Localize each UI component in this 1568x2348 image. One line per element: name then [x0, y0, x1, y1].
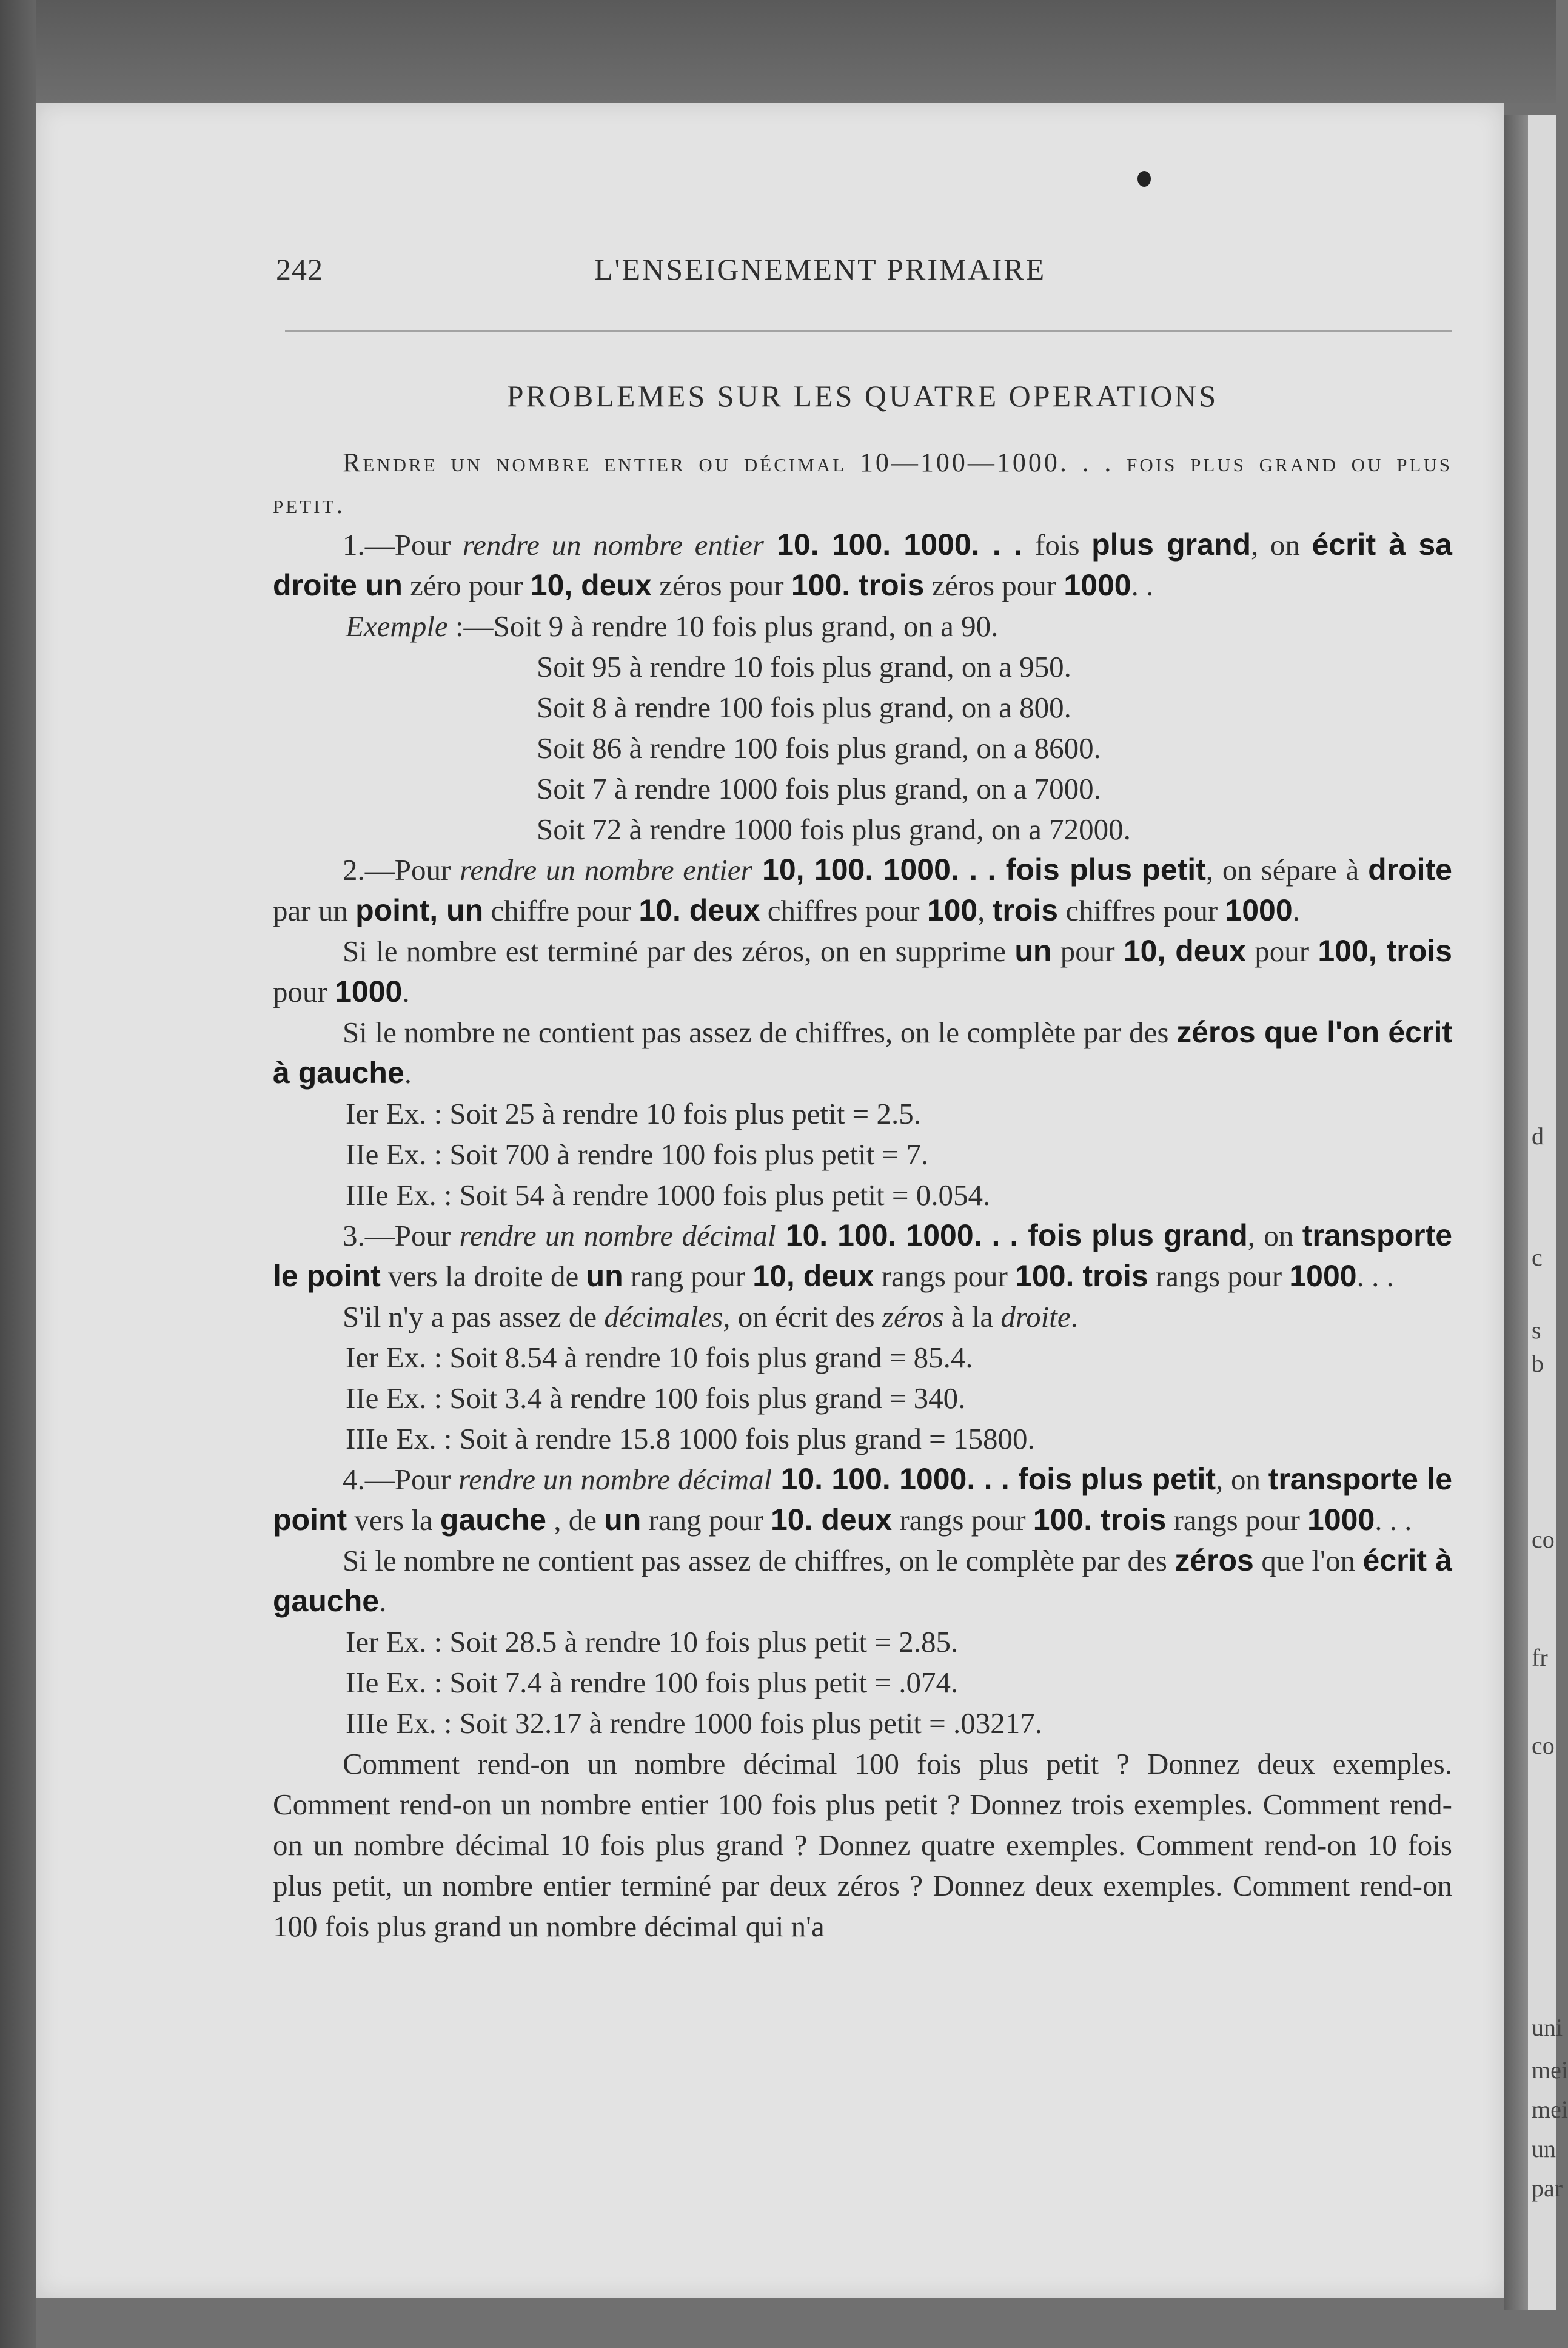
text: zéro pour [402, 569, 531, 602]
text: chiffres pour [760, 894, 927, 927]
text: , de [546, 1503, 605, 1537]
bold-text: un [1014, 934, 1052, 968]
text: . . [1131, 569, 1154, 602]
facing-page-fragment: fr [1532, 1644, 1548, 1671]
example-line: IIe Ex. : Soit 700 à rendre 100 fois plus petit = 7. [346, 1138, 929, 1171]
bold-text: écrit à gauche [273, 1543, 1452, 1618]
bold-text: 100. trois [1015, 1259, 1148, 1293]
bold-text: 10, deux [530, 568, 652, 602]
example-line: Soit 8 à rendre 100 fois plus grand, on a 800. [537, 691, 1071, 724]
book-gutter [1504, 115, 1528, 2310]
facing-page-fragment: par [1532, 2175, 1563, 2202]
text: . [402, 975, 410, 1008]
text: . . . [1375, 1503, 1412, 1537]
facing-page-fragment: c [1532, 1244, 1543, 1271]
bold-text: 100. trois [1033, 1503, 1167, 1537]
text: , on [1251, 528, 1312, 562]
emphasis: rendre un nombre décimal [458, 1463, 772, 1496]
rule-2-complete [273, 1012, 1452, 1093]
page-header [236, 252, 1443, 288]
rule-3 [273, 1215, 1452, 1296]
rule-4-complete [273, 1540, 1452, 1622]
bold-text: un [604, 1503, 642, 1537]
text: Si le nombre ne contient pas assez de chiffres, on le complète par des [343, 1016, 1177, 1049]
text: pour [273, 975, 335, 1008]
example-line: Soit 72 à rendre 1000 fois plus grand, on a 72000. [537, 813, 1131, 846]
bold-text: transporte le point [273, 1218, 1452, 1293]
text: , on [1247, 1219, 1302, 1252]
page-body [273, 376, 1452, 1947]
example-line: Ier Ex. : Soit 28.5 à rendre 10 fois plus petit = 2.85. [346, 1625, 959, 1659]
example-line: IIe Ex. : Soit 7.4 à rendre 100 fois plus petit = .074. [346, 1666, 959, 1699]
facing-page-fragment: mei [1532, 2056, 1568, 2084]
example-text: Soit 9 à rendre 10 fois plus grand, on a 90. [493, 609, 999, 643]
text: , on sépare à [1205, 853, 1369, 887]
example-label: Exemple [346, 609, 448, 643]
bold-text: droite [1368, 853, 1452, 887]
text: . [1292, 894, 1300, 927]
text: 1.—Pour [343, 528, 463, 562]
bold-text: plus grand [1091, 528, 1251, 562]
text: rang pour [623, 1260, 753, 1293]
emphasis: décimales [604, 1300, 723, 1333]
facing-page-fragment: s [1532, 1317, 1541, 1344]
scan-background-left [0, 0, 36, 2348]
example-line: IIIe Ex. : Soit 32.17 à rendre 1000 fois plus petit = .03217. [346, 1706, 1043, 1740]
text: chiffres pour [1058, 894, 1225, 927]
rule-4 [273, 1459, 1452, 1540]
section-subtitle [273, 441, 1452, 525]
bold-text: zéros [1174, 1543, 1254, 1577]
text: rangs pour [1166, 1503, 1308, 1537]
text: Si le nombre ne contient pas assez de chiffres, on le complète par des [343, 1544, 1175, 1577]
bold-text: transporte le point [273, 1462, 1453, 1537]
text: fois [1035, 528, 1092, 562]
bold-text: zéros que l'on écrit à gauche [273, 1015, 1452, 1090]
bold-text: 10, deux [1123, 934, 1246, 968]
text: à la [943, 1300, 1001, 1333]
text: 4.—Pour [343, 1463, 459, 1496]
page-number: 242 [276, 252, 323, 286]
text: chiffre pour [483, 894, 639, 927]
text: . . . [1356, 1260, 1394, 1293]
example-line: Soit 7 à rendre 1000 fois plus grand, on a 7000. [537, 772, 1101, 805]
text: . [404, 1056, 412, 1090]
text: rangs pour [874, 1260, 1016, 1293]
bold-text: 10. 100. 1000. . . fois plus petit [772, 1462, 1216, 1496]
bold-text: 10, deux [752, 1259, 874, 1293]
rule-3-decimals [273, 1296, 1452, 1337]
text: rang pour [641, 1503, 771, 1537]
text: rangs pour [1148, 1260, 1290, 1293]
bold-text: point, un [355, 893, 484, 927]
text: S'il n'y a pas assez de [343, 1300, 605, 1333]
scan-background-top [0, 0, 1556, 103]
bold-text: 100, trois [1318, 934, 1452, 968]
text: , [977, 894, 993, 927]
text: pour [1051, 934, 1124, 968]
text: vers la droite de [380, 1260, 586, 1293]
bold-text: 100 [926, 893, 978, 927]
bold-text: 10. deux [770, 1503, 893, 1537]
text: rangs pour [892, 1503, 1033, 1537]
example-line: Exemple :—Soit 9 à rendre 10 fois plus grand, on a 90. [346, 609, 999, 643]
facing-page-fragment: un [1532, 2135, 1556, 2162]
bold-text: 10. 100. 1000. . . [763, 528, 1036, 562]
text: , on [1216, 1463, 1268, 1496]
example-line: Soit 86 à rendre 100 fois plus grand, on a 8600. [537, 731, 1101, 765]
example-line: IIe Ex. : Soit 3.4 à rendre 100 fois plus grand = 340. [346, 1381, 966, 1415]
rule-2 [273, 850, 1452, 931]
emphasis: droite [1000, 1300, 1071, 1333]
example-line: Soit 95 à rendre 10 fois plus grand, on a 950. [537, 650, 1071, 683]
bold-text: gauche [440, 1503, 546, 1537]
facing-page-fragment: co [1532, 1732, 1555, 1759]
bold-text: 100. trois [791, 568, 925, 602]
text: . [379, 1585, 387, 1618]
text: pour [1245, 934, 1318, 968]
text: Si le nombre est terminé par des zéros, on en supprime [343, 934, 1015, 968]
bold-text: 10. 100. 1000. . . fois plus grand [776, 1218, 1248, 1252]
bold-text: 10, 100. 1000. . . fois plus petit [752, 853, 1206, 887]
facing-page-fragment: d [1532, 1122, 1544, 1150]
emphasis: rendre un nombre décimal [459, 1219, 776, 1252]
text: vers la [347, 1503, 440, 1537]
facing-page-fragment: mei [1532, 2096, 1568, 2123]
text: 3.—Pour [343, 1219, 460, 1252]
facing-page-fragment: b [1532, 1350, 1544, 1377]
bold-text: 1000 [335, 974, 403, 1008]
emphasis: zéros [882, 1300, 944, 1333]
running-title: L'ENSEIGNEMENT PRIMAIRE [594, 252, 1047, 286]
facing-page-fragment: co [1532, 1526, 1555, 1553]
text: que l'on [1253, 1544, 1363, 1577]
review-questions: Comment rend-on un nombre décimal 100 fois plus petit ? Donnez deux exemples. Comment rend-on un nombre entier 100 fois plus petit ? Donnez trois exemples. Comment rend-on un nombre décimal 10 fois plus grand ? Donnez quatre exemples. Comment rend-on 10 fois plus petit, un nombre entier terminé par deux zéros ? Donnez deux exemples. Comment rend-on 100 fois plus grand un nombre décimal qui n'a [273, 1747, 1452, 1943]
text: , on écrit des [723, 1300, 882, 1333]
bold-text: un [586, 1259, 623, 1293]
rule-1 [273, 525, 1452, 606]
bold-text: 1000 [1225, 893, 1293, 927]
header-rule [285, 330, 1452, 332]
bold-text: trois [992, 893, 1059, 927]
text: zéros pour [651, 569, 791, 602]
emphasis: rendre un nombre entier [462, 528, 764, 562]
bold-text: écrit à sa droite un [273, 528, 1452, 602]
example-line: Ier Ex. : Soit 25 à rendre 10 fois plus petit = 2.5. [346, 1097, 921, 1130]
ink-spot [1137, 171, 1151, 187]
example-line: IIIe Ex. : Soit 54 à rendre 1000 fois plus petit = 0.054. [346, 1178, 991, 1212]
rule-2-zeros [273, 931, 1452, 1012]
bold-text: 10. deux [638, 893, 760, 927]
bold-text: 1000 [1307, 1503, 1375, 1537]
facing-page-fragment: uni [1532, 2014, 1563, 2041]
bold-text: 1000 [1289, 1259, 1357, 1293]
example-line: IIIe Ex. : Soit à rendre 15.8 1000 fois plus grand = 15800. [346, 1422, 1035, 1455]
example-line: Ier Ex. : Soit 8.54 à rendre 10 fois plus grand = 85.4. [346, 1341, 973, 1374]
text: zéros pour [924, 569, 1064, 602]
text: . [1070, 1300, 1078, 1333]
bold-text: 1000 [1064, 568, 1131, 602]
section-title: PROBLEMES SUR LES QUATRE OPERATIONS [506, 379, 1219, 413]
facing-page-edge [1528, 115, 1568, 2310]
subtitle-text: Rendre un nombre entier ou décimal 10—100—1000. . . fois plus grand ou plus petit. [273, 448, 1452, 519]
text: 2.—Pour [343, 853, 460, 887]
emphasis: rendre un nombre entier [460, 853, 752, 887]
text: par un [273, 894, 356, 927]
